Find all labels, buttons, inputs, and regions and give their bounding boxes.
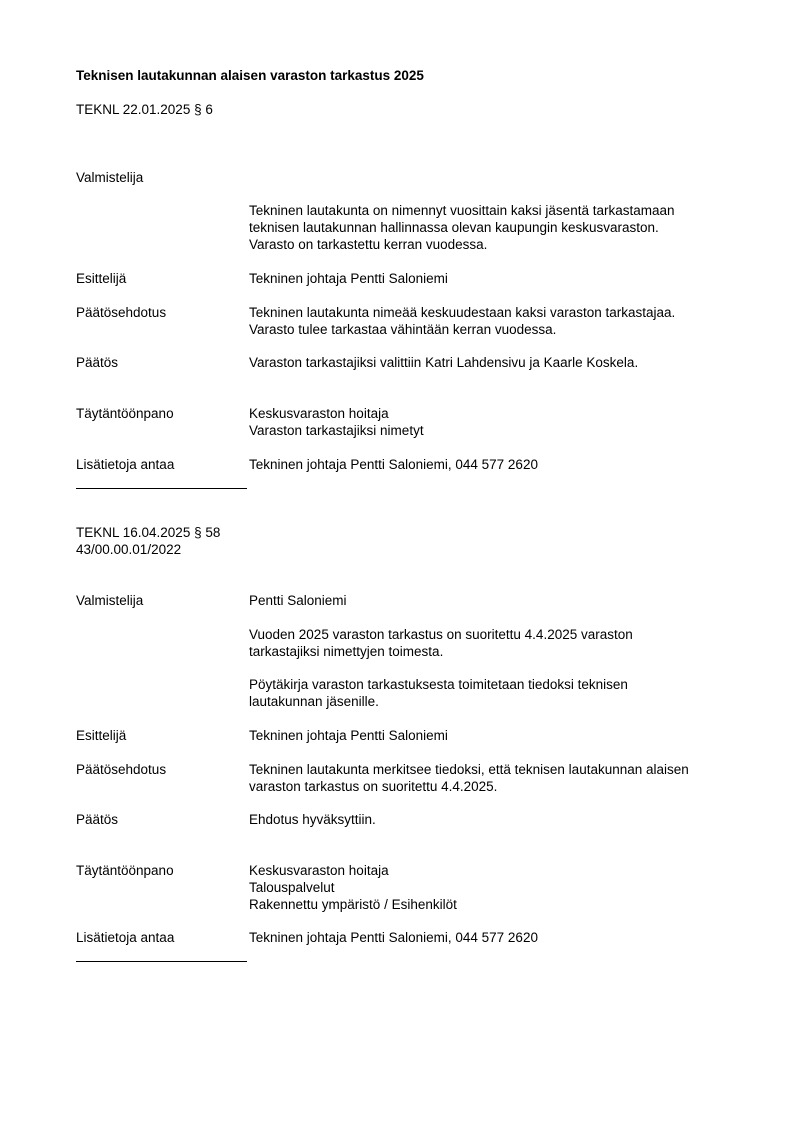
taytantoonpano-line: Rakennettu ympäristö / Esihenkilöt — [249, 897, 457, 912]
esittelija-label: Esittelijä — [76, 271, 127, 286]
lisatietoja-value: Tekninen johtaja Pentti Saloniemi, 044 577 2620 — [249, 930, 538, 945]
paatos-label: Päätös — [76, 355, 119, 370]
taytantoonpano-line: Talouspalvelut — [249, 880, 335, 895]
taytantoonpano-label: Täytäntöönpano — [76, 863, 174, 878]
paatosehdotus-line: Varasto tulee tarkastaa vähintään kerran vuodessa. — [249, 322, 557, 337]
body-line: teknisen lautakunnan hallinnassa olevan kaupungin keskusvaraston. — [249, 220, 659, 235]
body-line: Tekninen lautakunta on nimennyt vuosittain kaksi jäsentä tarkastamaan — [249, 203, 675, 218]
valmistelija-value: Pentti Saloniemi — [249, 593, 347, 608]
lisatietoja-value: Tekninen johtaja Pentti Saloniemi, 044 577 2620 — [249, 457, 538, 472]
body-line: Vuoden 2025 varaston tarkastus on suoritettu 4.4.2025 varaston — [249, 627, 633, 642]
taytantoonpano-line: Keskusvaraston hoitaja — [249, 406, 389, 421]
valmistelija-label: Valmistelija — [76, 170, 144, 185]
esittelija-value: Tekninen johtaja Pentti Saloniemi — [249, 728, 448, 743]
taytantoonpano-label: Täytäntöönpano — [76, 406, 174, 421]
body-line: Varasto on tarkastettu kerran vuodessa. — [249, 237, 488, 252]
body-line: lautakunnan jäsenille. — [249, 694, 379, 709]
paatosehdotus-line: varaston tarkastus on suoritettu 4.4.2025. — [249, 779, 498, 794]
paatosehdotus-line: Tekninen lautakunta merkitsee tiedoksi, että teknisen lautakunnan alaisen — [249, 762, 689, 777]
esittelija-value: Tekninen johtaja Pentti Saloniemi — [249, 271, 448, 286]
section-divider — [76, 961, 247, 962]
esittelija-label: Esittelijä — [76, 728, 127, 743]
paatos-label: Päätös — [76, 812, 119, 827]
paatos-value: Varaston tarkastajiksi valittiin Katri Lahdensivu ja Kaarle Koskela. — [249, 355, 639, 370]
taytantoonpano-line: Varaston tarkastajiksi nimetyt — [249, 423, 424, 438]
lisatietoja-label: Lisätietoja antaa — [76, 457, 175, 472]
paatosehdotus-line: Tekninen lautakunta nimeää keskuudestaan kaksi varaston tarkastajaa. — [249, 305, 676, 320]
meeting-reference: TEKNL 16.04.2025 § 58 — [76, 525, 221, 540]
document-title: Teknisen lautakunnan alaisen varaston tarkastus 2025 — [76, 68, 424, 83]
body-line: Pöytäkirja varaston tarkastuksesta toimitetaan tiedoksi teknisen — [249, 677, 628, 692]
meeting-reference: TEKNL 22.01.2025 § 6 — [76, 102, 213, 117]
taytantoonpano-line: Keskusvaraston hoitaja — [249, 863, 389, 878]
paatos-value: Ehdotus hyväksyttiin. — [249, 812, 376, 827]
paatosehdotus-label: Päätösehdotus — [76, 762, 167, 777]
valmistelija-label: Valmistelija — [76, 593, 144, 608]
lisatietoja-label: Lisätietoja antaa — [76, 930, 175, 945]
section-divider — [76, 488, 247, 489]
paatosehdotus-label: Päätösehdotus — [76, 305, 167, 320]
diary-number: 43/00.00.01/2022 — [76, 542, 182, 557]
body-line: tarkastajiksi nimettyjen toimesta. — [249, 644, 444, 659]
